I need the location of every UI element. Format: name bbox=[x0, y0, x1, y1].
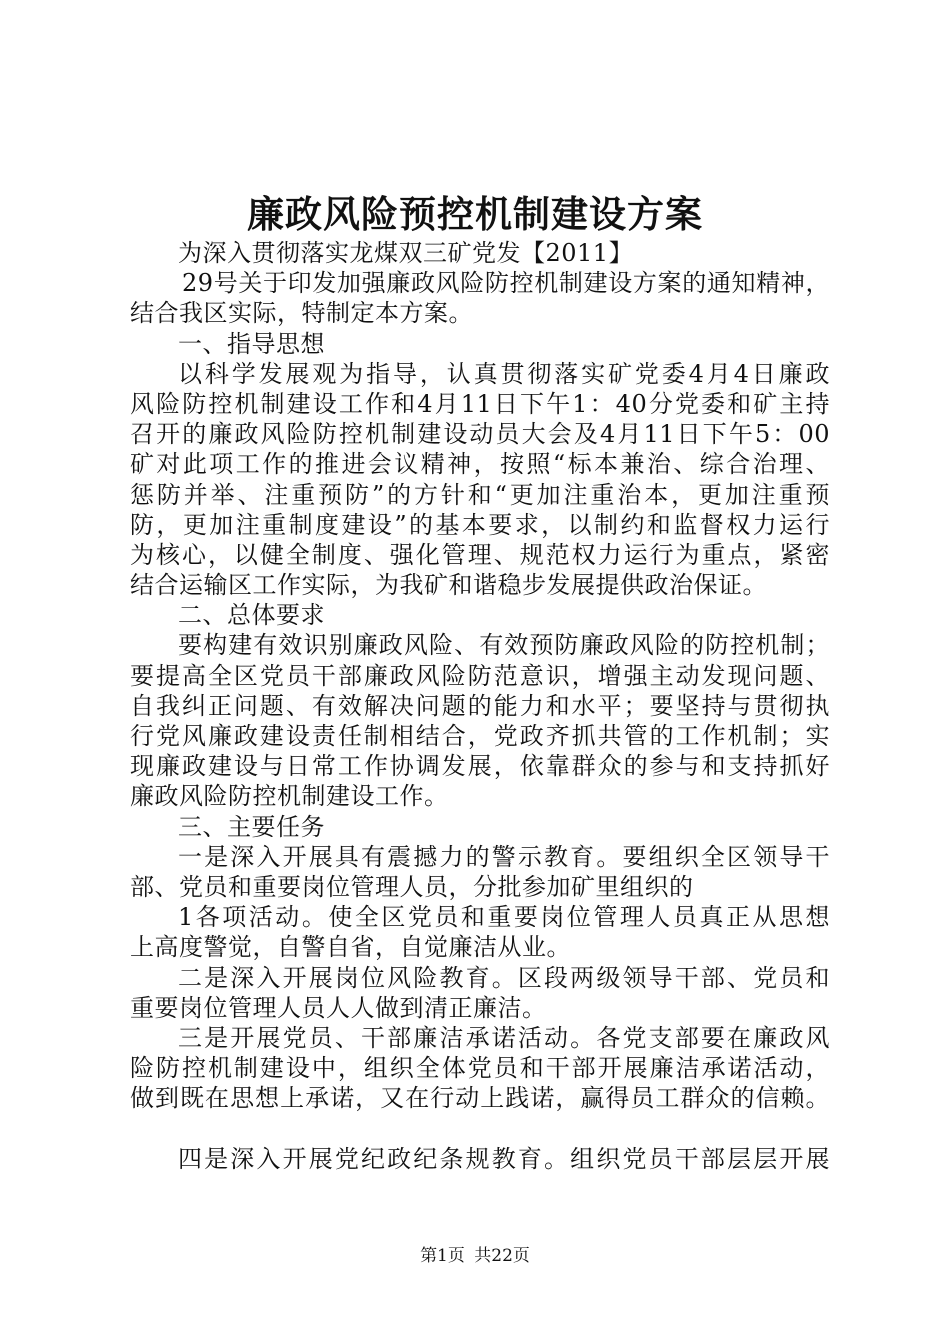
body-line: 重要岗位管理人员人人做到清正廉洁。 bbox=[130, 993, 547, 1022]
page-total: 共22页 bbox=[474, 1246, 530, 1266]
body-line: 防，更加注重制度建设”的基本要求，以制约和监督权力运行 bbox=[130, 510, 830, 539]
body-line: 风险防控机制建设工作和4月11日下午1：40分党委和矿主持 bbox=[130, 389, 830, 418]
body-line: 为核心，以健全制度、强化管理、规范权力运行为重点，紧密 bbox=[130, 540, 830, 569]
body-line: 1各项活动。使全区党员和重要岗位管理人员真正从思想 bbox=[178, 903, 830, 932]
body-line: 上高度警觉，自警自省，自觉廉洁从业。 bbox=[130, 933, 571, 962]
body-line: 廉政风险防控机制建设工作。 bbox=[130, 782, 449, 811]
body-line: 一是深入开展具有震撼力的警示教育。要组织全区领导干 bbox=[178, 842, 830, 871]
body-line: 为深入贯彻落实龙煤双三矿党发【2011】 bbox=[178, 239, 634, 267]
body-line: 要构建有效识别廉政风险、有效预防廉政风险的防控机制； bbox=[178, 631, 830, 660]
body-line: 四是深入开展党纪政纪条规教育。组织党员干部层层开展 bbox=[178, 1144, 830, 1173]
paragraph-gap bbox=[130, 1113, 830, 1143]
document-body bbox=[130, 238, 830, 1174]
section-heading: 一、指导思想 bbox=[178, 329, 325, 358]
body-line: 矿对此项工作的推进会议精神，按照“标本兼治、综合治理、 bbox=[130, 450, 830, 479]
section-heading: 二、总体要求 bbox=[178, 601, 325, 630]
page-footer bbox=[0, 1241, 950, 1266]
page-number: 第1页 bbox=[420, 1246, 465, 1266]
body-line: 三是开展党员、干部廉洁承诺活动。各党支部要在廉政风 bbox=[178, 1023, 830, 1052]
body-line: 29号关于印发加强廉政风险防控机制建设方案的通知精神， bbox=[182, 269, 830, 298]
body-line: 召开的廉政风险防控机制建设动员大会及4月11日下午5：00 bbox=[130, 420, 830, 449]
body-line: 要提高全区党员干部廉政风险防范意识，增强主动发现问题、 bbox=[130, 661, 830, 690]
body-line: 惩防并举、注重预防”的方针和“更加注重治本，更加注重预 bbox=[130, 480, 830, 509]
document-title: 廉政风险预控机制建设方案 bbox=[247, 193, 703, 236]
body-line: 行党风廉政建设责任制相结合，党政齐抓共管的工作机制；实 bbox=[130, 722, 830, 750]
body-line: 以科学发展观为指导，认真贯彻落实矿党委4月4日廉政 bbox=[178, 359, 830, 388]
body-line: 自我纠正问题、有效解决问题的能力和水平；要坚持与贯彻执 bbox=[130, 691, 830, 720]
section-heading: 三、主要任务 bbox=[178, 812, 325, 841]
body-line: 险防控机制建设中，组织全体党员和干部开展廉洁承诺活动， bbox=[130, 1054, 830, 1083]
body-line: 结合我区实际，特制定本方案。 bbox=[130, 299, 473, 328]
body-line: 结合运输区工作实际，为我矿和谐稳步发展提供政治保证。 bbox=[130, 571, 767, 600]
body-line: 做到既在思想上承诺，又在行动上践诺，赢得员工群众的信赖。 bbox=[130, 1084, 830, 1113]
body-line: 二是深入开展岗位风险教育。区段两级领导干部、党员和 bbox=[178, 963, 830, 992]
body-line: 部、党员和重要岗位管理人员，分批参加矿里组织的 bbox=[130, 872, 694, 901]
body-line: 现廉政建设与日常工作协调发展，依靠群众的参与和支持抓好 bbox=[130, 752, 830, 781]
